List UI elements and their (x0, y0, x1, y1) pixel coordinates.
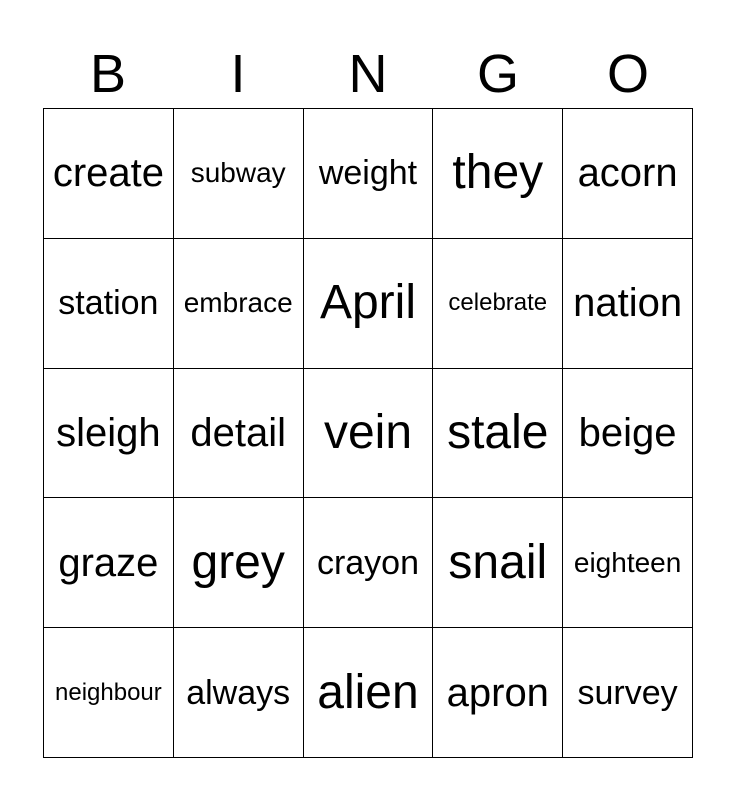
bingo-cell[interactable]: survey (563, 628, 693, 758)
bingo-cell[interactable]: snail (433, 498, 563, 628)
bingo-cell[interactable]: sleigh (44, 369, 174, 499)
header-letter-i: I (230, 44, 246, 104)
bingo-cell[interactable]: crayon (304, 498, 434, 628)
bingo-cell[interactable]: grey (174, 498, 304, 628)
bingo-cell[interactable]: nation (563, 239, 693, 369)
bingo-cell[interactable]: celebrate (433, 239, 563, 369)
header-letter-n: N (348, 44, 388, 104)
bingo-cell[interactable]: create (44, 109, 174, 239)
bingo-header (43, 40, 693, 108)
bingo-cell[interactable]: graze (44, 498, 174, 628)
header-letter-o: O (606, 44, 649, 104)
bingo-cell[interactable]: station (44, 239, 174, 369)
bingo-cell[interactable]: eighteen (563, 498, 693, 628)
bingo-cell[interactable]: weight (304, 109, 434, 239)
bingo-cell[interactable]: subway (174, 109, 304, 239)
bingo-grid (43, 108, 693, 758)
bingo-cell[interactable]: they (433, 109, 563, 239)
bingo-cell[interactable]: embrace (174, 239, 304, 369)
bingo-cell[interactable]: detail (174, 369, 304, 499)
bingo-cell[interactable]: stale (433, 369, 563, 499)
bingo-cell[interactable]: alien (304, 628, 434, 758)
bingo-cell[interactable]: neighbour (44, 628, 174, 758)
header-letter-b: B (89, 44, 127, 104)
bingo-cell[interactable]: beige (563, 369, 693, 499)
bingo-cell[interactable]: vein (304, 369, 434, 499)
bingo-cell[interactable]: acorn (563, 109, 693, 239)
bingo-cell[interactable]: April (304, 239, 434, 369)
bingo-cell[interactable]: always (174, 628, 304, 758)
header-letter-g: G (476, 44, 519, 104)
bingo-cell[interactable]: apron (433, 628, 563, 758)
